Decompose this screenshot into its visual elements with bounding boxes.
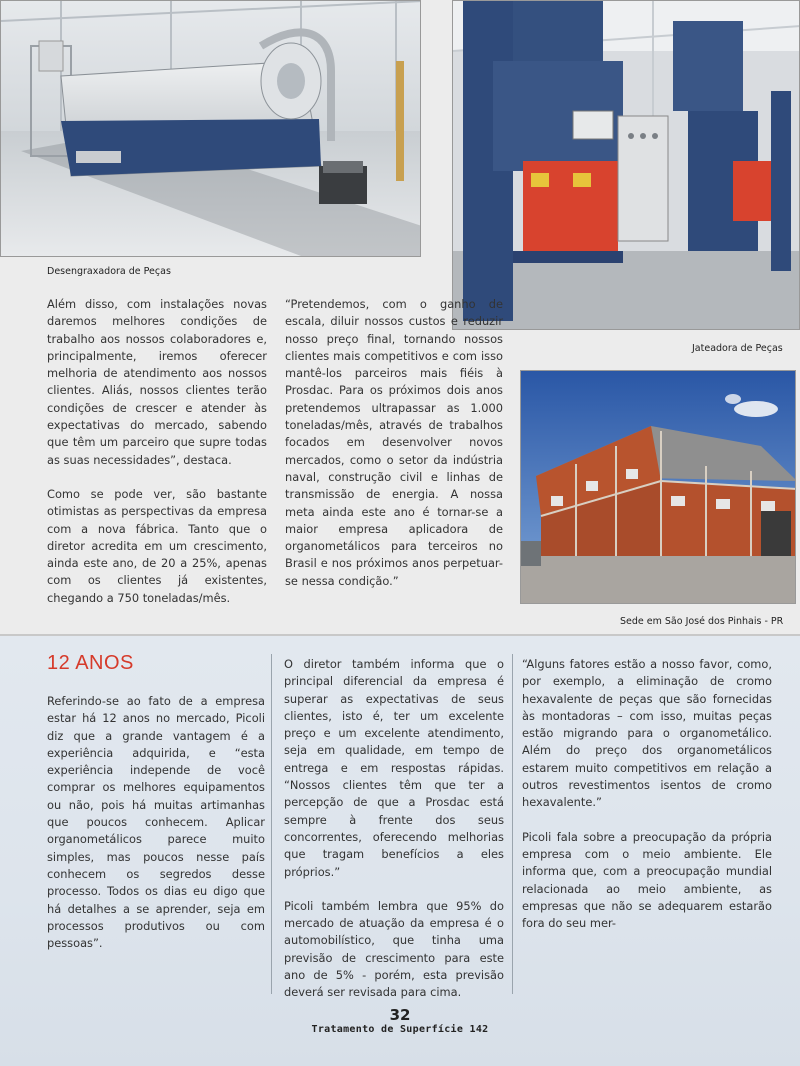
caption-blaster: Jateadora de Peças [692,343,783,354]
column-rule-1 [271,654,272,994]
page-footer [300,1006,500,1035]
magazine-title: Tratamento de Superfície 142 [311,1024,489,1035]
section-column-1 [47,693,265,952]
section-title: 12 ANOS [47,652,134,674]
top-col2-paragraph-1: “Pretendemos, com o ganho de escala, diluir nossos custos e reduzir nosso preço final, tornando nossos clientes mais competitivos e com isso mantê-los parceiros mais fiéis à Prosdac. Para os próximos dois anos pretendemos ultrapassar as 1.000 toneladas/mês, através de trabalhos focados em desenvolver novos mercados, como o setor da indústria naval, construção civil e linhas de transmissão de energia. A nossa meta ainda este ano é tornar-se a maior empresa aplicadora de organometálicos para terceiros no Brasil e nos próximos anos perpetuar-se nessa condição.” [285,297,503,588]
section-column-2 [284,656,504,1002]
headquarters-illustration [521,371,796,604]
photo-blaster [452,0,800,330]
photo-headquarters [520,370,796,604]
section-col3-paragraph-2: Picoli fala sobre a preocupação da própria empresa com o meio ambiente. Ele informa que, com a preocupação mundial relacionada ao meio ambiente, as empresas que não se adequarem estarão fora do seu mer- [522,829,772,931]
section-col2-paragraph-2: Picoli também lembra que 95% do mercado de atuação da empresa é o automobilístico, que tinha uma previsão de crescimento para este ano de 5% - porém, esta previsão deverá ser revisada para cima. [284,898,504,1000]
top-col1-paragraph-1: Além disso, com instalações novas daremos melhores condições de trabalho aos nossos colaboradores e, principalmente, iremos oferecer melhoria de atendimento aos nossos clientes. Aliás, nossos clientes terão condições de crescer e atender às expectativas do mercado, sabendo que têm um parceiro que supre todas as suas necessidades”, destaca. [47,297,267,467]
blaster-illustration [453,1,800,330]
column-rule-2 [512,654,513,994]
top-col1-paragraph-2: Como se pode ver, são bastante otimistas as perspectivas da empresa com a nova fábrica. Tanto que o diretor acredita em um crescimento, ainda este ano, de 20 a 25%, apenas com os clientes já existentes, chegando a 750 toneladas/mês. [47,486,267,605]
top-column-1 [47,296,267,607]
section-col2-paragraph-1: O diretor também informa que o principal diferencial da empresa é superar as expectativas de seus clientes, isto é, ter um excelente preço e um excelente atendimento, seja em qualidade, em tempo de entrega e em respostas rápidas. “Nossos clientes têm que ter a percepção de que a Prosdac está sempre à frente dos seus concorrentes, oferecendo melhorias que tragam benefícios a eles próprios.” [284,657,504,879]
top-column-2 [285,296,503,590]
caption-degreaser: Desengraxadora de Peças [47,266,171,277]
degreaser-illustration [1,1,421,257]
page-number: 32 [389,1006,411,1024]
section-col1-paragraph: Referindo-se ao fato de a empresa estar há 12 anos no mercado, Picoli diz que a grande vantagem é a experiência adquirida, e “esta experiência independe de você comprar os melhores equipamentos ou não, pois há muitas artimanhas que poucos conhecem. Aplicar organometálicos parece muito simples, mas poucos nesse país conhecem os segredos desse processo. Todos os dias eu digo que há detalhes a se aprender, seja em processos produtivos ou com pessoas”. [47,694,265,951]
photo-degreaser [0,0,421,257]
section-col3-paragraph-1: “Alguns fatores estão a nosso favor, como, por exemplo, a eliminação de cromo hexavalente de peças que são fornecidas às montadoras – com isso, muitas peças estão migrando para o organometálico. Além do preço dos organometálicos estarem muito competitivos em relação a outros revestimentos isentos de cromo hexavalente.” [522,657,772,810]
caption-headquarters: Sede em São José dos Pinhais - PR [620,616,784,627]
section-column-3 [522,656,772,932]
